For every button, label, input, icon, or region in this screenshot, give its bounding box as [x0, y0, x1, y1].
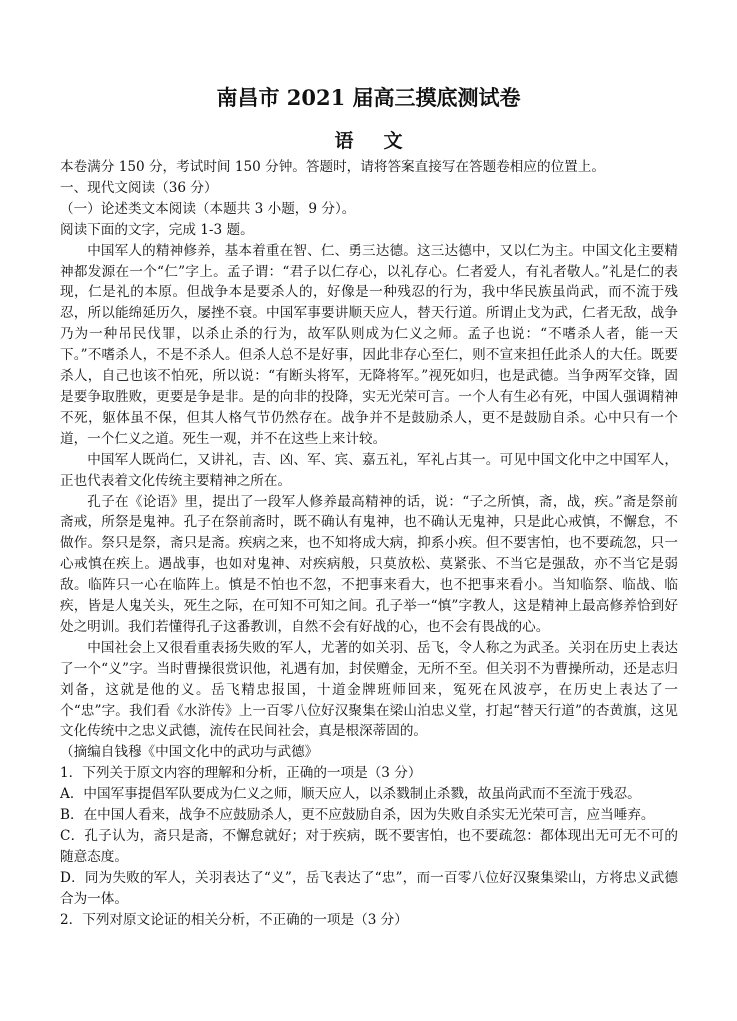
passage-paragraph-3: 孔子在《论语》里，提出了一段军人修养最高精神的话，说：“子之所慎，斋，战，疾。”斋是祭前斋戒，所祭是鬼神。孔子在祭前斋时，既不确认有鬼神，也不确认无鬼神，只是此心戒慎，不懈怠，不做作。祭只是祭，斋只是斋。疾病之来，也不知将成大病，抑系小疾。但不要害怕，也不要疏忽，只一心戒慎在疾上。遇战事，也如对鬼神、对疾病般，只莫放松、莫紧张、不当它是强敌，亦不当它是弱敌。临阵只一心在临阵上。慎是不怕也不忽，不把事来看大，也不把事来看小。当知临祭、临战、临疾，皆是人鬼关头，死生之际，在可知不可知之间。孔子举一“慎”字教人，这是精神上最高修养恰到好处之明训。我们若懂得孔子这番教训，自然不会有好战的心，也不会有畏战的心。 — [60, 493, 678, 635]
passage-paragraph-1: 中国军人的精神修养，基本着重在智、仁、勇三达德。这三达德中，又以仁为主。中国文化主要精神都发源在一个“仁”字上。孟子谓：“君子以仁存心，以礼存心。仁者爱人，有礼者敬人。”礼是仁的表现，仁是礼的本原。但战争本是要杀人的，好像是一种残忍的行为，我中华民族虽尚武，而不流于残忍，所以能绵延历久，屡挫不衰。中国军事要讲顺天应人，替天行道。所谓止戈为武，仁者无敌，战争乃为一种吊民伐罪，以杀止杀的行为，故军队则成为仁义之师。孟子也说：“不嗜杀人者，能一天下。”不嗜杀人，不是不杀人。但杀人总不是好事，因此非存心至仁，则不宣来担任此杀人的大任。既要杀人，自己也该不怕死，所以说：“有断头将军，无降将军。”视死如归，也是武德。当争两军交锋，固是要争取胜败，更要是争是非。是的向非的投降，实无光荣可言。一个人有生必有死，中国人强调精神不死，躯体虽不保，但其人格气节仍然存在。战争并不是鼓励杀人，更不是鼓励自杀。心中只有一个道，一个仁义之道。死生一观，并不在这些上来计较。 — [60, 242, 678, 447]
exam-intro: 本卷满分 150 分，考试时间 150 分钟。答题时，请将答案直接写在答题卷相应的位置上。 — [60, 159, 605, 175]
section-heading: 一、现代文阅读（36 分） — [60, 179, 218, 196]
passage-paragraph-4: 中国社会上又很看重表扬失败的军人，尤著的如关羽、岳飞，令人称之为武圣。关羽在历史上表达了一个“义”字。当时曹操很赏识他，礼遇有加，封侯赠金，无所不至。但关羽不为曹操所动，还是志归刘备，这就是他的义。岳飞精忠报国，十道金牌班师回来，冤死在风波亭，在历史上表达了一个“忠”字。我们看《水浒传》上一百零八位好汉聚集在梁山泊忠义堂，打起“替天行道”的杏黄旗，这见文化传统中之忠义武德，流传在民间社会，真是根深蒂固的。 — [60, 639, 678, 740]
question-1-option-a: A．中国军事提倡军队要成为仁义之师，顺天应人，以杀戮制止杀戮，故虽尚武而不至流于残忍。 — [60, 786, 641, 803]
question-1-stem: 1．下列关于原文内容的理解和分析，正确的一项是（3 分） — [60, 765, 422, 782]
exam-body — [60, 157, 678, 931]
reading-instruction: 阅读下面的文字，完成 1-3 题。 — [60, 221, 254, 238]
question-1-option-c: C．孔子认为，斋只是斋，不懈怠就好；对于疾病，既不要害怕，也不要疏忽：都体现出无可无不可的随意态度。 — [60, 828, 678, 865]
subsection-heading: （一）论述类文本阅读（本题共 3 小题，9 分）。 — [60, 200, 356, 217]
passage-source: （摘编自钱穆《中国文化中的武功与武德》 — [60, 744, 319, 761]
question-1-option-b: B．在中国人看来，战争不应鼓励杀人，更不应鼓励自杀，因为失败自杀实无光荣可言，应当唾弃。 — [60, 807, 655, 824]
exam-title: 南昌市 2021 届高三摸底测试卷 — [216, 85, 521, 110]
question-1-option-d: D．同为失败的军人，关羽表达了“义”，岳飞表达了“忠”，而一百零八位好汉聚集梁山，方将忠义武德合为一体。 — [60, 869, 678, 907]
subject-heading: 语文 — [334, 130, 433, 152]
passage-paragraph-2: 中国军人既尚仁，又讲礼，吉、凶、军、宾、嘉五礼，军礼占其一。可见中国文化中之中国军人，正也代表着文化传统主要精神之所在。 — [60, 451, 678, 489]
question-2-stem: 2．下列对原文论证的相关分析，不正确的一项是（3 分） — [60, 911, 408, 928]
